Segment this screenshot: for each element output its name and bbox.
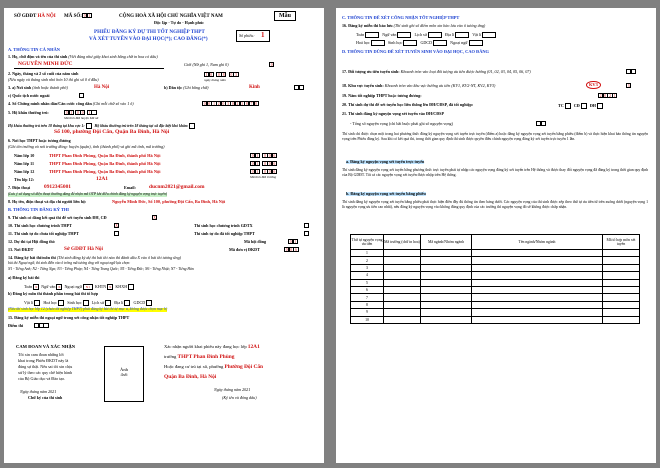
hokhau-note: Hộ khẩu thường trú trên 18 tháng tại khu vực 1: Hộ khẩu thường trú trên 18 tháng tại xã đặc biệt khó khăn: bbox=[8, 123, 195, 129]
sign-label: Chữ ký của thí sinh bbox=[28, 395, 63, 400]
cell: 0 bbox=[83, 14, 86, 18]
q3a-label: 3. a) Nơi sinh (tỉnh hoặc thành phố) bbox=[8, 85, 68, 90]
q20-label: 20. Thí sinh dự thi để xét tuyển học liên thông lên ĐH/CĐSP, đã tốt nghiệp: bbox=[342, 102, 474, 107]
cell: 0 bbox=[251, 162, 254, 166]
gender-cell[interactable] bbox=[269, 62, 274, 67]
row-index: 10 bbox=[351, 316, 384, 323]
cell: 0 bbox=[210, 73, 213, 77]
cell: 0 bbox=[264, 162, 266, 166]
q17-label: 17. Đối tượng ưu tiên tuyển sinh: Khoanh tròn vào loại đối tượng ưu tiên được hưởng (01, 02, 03, 04, 05, 06, 07) bbox=[342, 69, 531, 74]
q12b-label: Mã hội đồng bbox=[244, 239, 267, 244]
cell: X bbox=[115, 224, 118, 228]
cell: 0 bbox=[231, 102, 234, 106]
school-row-10-codes[interactable] bbox=[250, 153, 276, 158]
row-index: 5 bbox=[351, 279, 384, 286]
cell bbox=[79, 93, 84, 98]
form-page-left bbox=[4, 8, 324, 463]
q10b-checkbox[interactable] bbox=[304, 223, 309, 228]
cell bbox=[114, 231, 119, 236]
table-row[interactable] bbox=[351, 316, 640, 323]
section-a-title: A. THÔNG TIN CÁ NHÂN bbox=[8, 47, 60, 52]
row-index: 4 bbox=[351, 272, 384, 279]
photo-box[interactable] bbox=[104, 346, 144, 402]
nguyen-vong-table bbox=[350, 234, 640, 324]
cell: X bbox=[153, 216, 156, 220]
q3c-label: c) Quốc tịch nước ngoài bbox=[8, 93, 50, 98]
ethnic-value[interactable]: Kinh bbox=[249, 85, 260, 90]
phieu-label: Số phiếu: bbox=[239, 33, 255, 38]
sign-date: Ngày tháng năm 2021 bbox=[20, 389, 57, 394]
cell: 0 bbox=[270, 63, 273, 67]
cell: 1 bbox=[205, 73, 208, 77]
cell: 2 bbox=[236, 102, 239, 106]
school-caption: Mã tỉnh Mã trường bbox=[250, 175, 277, 179]
q14b-label: b) Đăng ký môn thi thành phần trong bài thi tổ hợp bbox=[8, 291, 99, 296]
cell: 0 bbox=[285, 248, 288, 252]
cam-doan-line-3: đúng sự thật. Nếu sai tôi xin chịu bbox=[18, 364, 73, 369]
cell: 2 bbox=[599, 94, 602, 98]
cell: 1 bbox=[88, 111, 91, 115]
q15-label: 15. Đăng ký miễn thi ngoại ngữ trong xét công nhận tốt nghiệp THPT bbox=[8, 315, 130, 320]
cam-doan-title: CAM ĐOAN VÀ XÁC NHẬN bbox=[16, 344, 76, 349]
table-row[interactable] bbox=[351, 286, 640, 293]
q1-label: 1. Họ, chữ đệm và tên của thí sinh (Viết đúng như giấy khai sinh bằng chữ in hoa có dấu) bbox=[8, 54, 158, 59]
row-index: 9 bbox=[351, 309, 384, 316]
pob-value[interactable]: Hà Nội bbox=[94, 85, 110, 90]
form-title-2: VÀ XÉT TUYỂN VÀO ĐẠI HỌC(*); CAO ĐẲNG(*) bbox=[89, 36, 208, 42]
q10b-label: Thí sinh học chương trình GDTX bbox=[194, 223, 253, 228]
cell: 0 bbox=[65, 111, 68, 115]
school-row-11-label: Năm lớp 11 bbox=[14, 161, 35, 166]
q16-label: 16. Đăng ký miễn thi bảo lưu (Thí sinh ghi số điểm môn xin bảo lưu vào ô tương ứng) bbox=[342, 23, 486, 28]
q13b-label: Mã đơn vị ĐKDT bbox=[229, 247, 260, 252]
photo-size: 4x6 bbox=[120, 372, 128, 377]
q20-options[interactable]: TC CĐ ĐH bbox=[558, 103, 603, 109]
q14-line3: N1 - Tiếng Anh; N2 - Tiếng Nga; N3 - Tiếng Pháp; N4 - Tiếng Trung Quốc; N5 - Tiếng Đức; N6 - Tiếng Nhật; N7 - Tiếng Hàn bbox=[8, 267, 194, 271]
q7-label: 7. Điện thoại bbox=[8, 185, 31, 190]
kv-cell[interactable] bbox=[626, 83, 631, 88]
option-a-title[interactable]: a. Đăng ký nguyện vọng xét tuyển trực tuyến bbox=[346, 159, 425, 164]
gender-label: Giới (Nữ ghi 1, Nam ghi 0) bbox=[184, 62, 229, 67]
name-underline bbox=[14, 68, 164, 69]
year-cells[interactable] bbox=[598, 93, 617, 98]
motto: Độc lập - Tự do - Hạnh phúc bbox=[154, 20, 205, 25]
school-row-12-label: Năm lớp 12 bbox=[14, 169, 35, 174]
q5-label: 5. Hộ khẩu thường trú: bbox=[8, 110, 49, 115]
q14b-options[interactable]: Vật lí Hoá học Sinh học Lịch sử Địa lí GDCD bbox=[24, 300, 152, 306]
row-index: 7 bbox=[351, 294, 384, 301]
hokhau-caption: Mã tỉnh Mã huyện Mã xã bbox=[64, 116, 99, 120]
cell: 6 bbox=[273, 154, 276, 158]
table-row[interactable] bbox=[351, 279, 640, 286]
dob-caption: ngày tháng năm bbox=[204, 78, 226, 82]
q6-note: (Ghi tên trường và nơi trường đóng: huyện (quận), tỉnh (thành phố) và ghi mã tỉnh, mã trường) bbox=[8, 144, 165, 149]
foreign-checkbox[interactable] bbox=[79, 93, 84, 98]
republic-title: CỘNG HOÀ XÃ HỘI CHỦ NGHĨA VIỆT NAM bbox=[119, 14, 223, 19]
cell: 1 bbox=[294, 240, 297, 244]
dob-cells[interactable] bbox=[204, 72, 238, 77]
q21-label: 21. Thí sinh đăng ký nguyện vọng xét tuyển vào ĐH/CĐSP bbox=[342, 111, 444, 116]
q9-checkbox[interactable] bbox=[152, 215, 157, 220]
cell: 0 bbox=[289, 240, 292, 244]
phieu-number: 1 bbox=[261, 31, 265, 39]
cell: 6 bbox=[273, 162, 276, 166]
table-row[interactable] bbox=[351, 257, 640, 264]
ma-so-cells bbox=[82, 13, 91, 18]
cell: 2 bbox=[609, 94, 611, 98]
q11b-label: Thí sinh tự do đã tốt nghiệp THPT bbox=[194, 231, 255, 236]
confirm-line-3: Hoặc đang cư trú tại xã, phường Phường Đội Cấn bbox=[164, 364, 264, 370]
confirm-line-1: Xác nhận người khai phiếu này đang học lớp 12A1 bbox=[164, 344, 260, 350]
cell: 6 bbox=[273, 170, 276, 174]
option-b-title[interactable]: b. Đăng ký nguyện vọng xét tuyển bằng phiếu bbox=[346, 191, 426, 196]
row-index: 2 bbox=[351, 257, 384, 264]
q16-row-1[interactable]: Toán Ngữ văn Lịch sử Địa lí Vật lí bbox=[356, 32, 496, 38]
q14a-label: a) Đăng ký bài thi bbox=[8, 275, 40, 280]
cell: 3 bbox=[227, 102, 229, 106]
dk-code-cells[interactable] bbox=[284, 247, 298, 252]
q12-label: 12. Dự thi tại Hội đồng thi: bbox=[8, 239, 56, 244]
row-index: 3 bbox=[351, 264, 384, 271]
cell: 0 bbox=[268, 154, 271, 158]
cell: 7 bbox=[250, 102, 253, 106]
para-1: Thí sinh chỉ được chọn một trong hai phương thức đăng ký nguyện vọng xét tuyển trực tuyến (điểm a) hoặc đăng ký nguyện vọng xét tuyển bằng phiếu (điểm b) và thực hiện khai báo thông tin nguyện vọng trên Phiếu đăng ký. Sau khi có kết quả thi, trong thời gian quy định thí sinh được quyền điều chỉnh nguyện vọng đăng ký xét tuyển trực tuyến 1 lần. bbox=[342, 132, 648, 141]
cell: 0 bbox=[251, 170, 254, 174]
q10-label: 10. Thí sinh học chương trình THPT bbox=[8, 223, 72, 228]
school-row-11-codes[interactable] bbox=[250, 161, 276, 166]
diem-thi-cells[interactable] bbox=[34, 323, 48, 328]
cell: 0 bbox=[290, 248, 293, 252]
school-row-12-codes[interactable] bbox=[250, 169, 276, 174]
table-row[interactable] bbox=[351, 264, 640, 271]
cell: 6 bbox=[295, 248, 297, 252]
class-label: Tên lớp 12: bbox=[14, 177, 35, 182]
cell: 0 bbox=[604, 94, 607, 98]
yellow-note: (Nếu thí sinh học lớp 12 (chưa tốt nghiệp THPT) phải đăng ký bài thi tự mục a, không được chọn mục b) bbox=[8, 307, 168, 311]
cell: 0 bbox=[230, 73, 233, 77]
th-ma-nganh: Mã ngành/Nhóm ngành bbox=[421, 235, 472, 250]
section-d-title: D. THÔNG TIN DÙNG ĐỂ XÉT TUYỂN SINH VÀO ĐẠI HỌC, CAO ĐẲNG bbox=[342, 49, 489, 54]
cell: 0 bbox=[77, 111, 79, 115]
address-value[interactable]: Số 100, phường Đội Cấn, Quận Ba Đình, Hà Nội bbox=[54, 129, 170, 135]
cell: 8 bbox=[245, 102, 248, 106]
para-b: Thí sinh đăng ký nguyện vọng xét tuyển bằng phiếu phải thực hiện điền đầy đủ thông tin theo bảng dưới. Các nguyện vọng của thí sinh được xếp theo thứ tự ưu tiên từ trên xuống dưới (nguyện vọng 1 là nguyện vọng ưu tiên cao nhất), nếu đăng ký nguyện vọng vào không đúng quy định của các trường thì nguyện vọng đó sẽ không được chấp nhận. bbox=[342, 200, 648, 209]
cell: 1 bbox=[70, 111, 73, 115]
confirm-sign: (Ký tên và đóng dấu) bbox=[222, 395, 257, 400]
q14-label: 14. Đăng ký bài thi/môn thi (Thí sinh đăng ký dự thi bài thi nào thì đánh dấu X vào ô bài thi tương ứng) bbox=[8, 255, 181, 260]
section-b-title: B. THÔNG TIN ĐĂNG KÝ THI bbox=[8, 207, 69, 212]
q15b-label: Điểm thi bbox=[8, 323, 24, 328]
ma-so-label: MÃ SỐ: bbox=[64, 14, 82, 19]
cell: 0 bbox=[251, 154, 254, 158]
cell: 0 bbox=[264, 170, 266, 174]
cell: 1 bbox=[256, 170, 259, 174]
kv-circle[interactable]: KV3 bbox=[586, 81, 601, 89]
photo-label: Ảnh bbox=[120, 367, 128, 372]
q19-label: 19. Năm tốt nghiệp THPT hoặc tương đương: bbox=[342, 93, 422, 98]
ethnic-cells[interactable] bbox=[294, 85, 303, 90]
q3b-label: b) Dân tộc (Ghi bằng chữ) bbox=[164, 85, 209, 90]
form-page-right bbox=[336, 8, 656, 463]
ndkdt-value[interactable]: Sở GDĐT Hà Nội bbox=[64, 246, 103, 252]
cell: 0 bbox=[208, 102, 211, 106]
cell bbox=[541, 121, 546, 126]
cell: 1 bbox=[213, 102, 215, 106]
table-row[interactable] bbox=[351, 272, 640, 279]
cell: 0 bbox=[268, 162, 271, 166]
class-value[interactable]: 12A1 bbox=[96, 176, 108, 182]
cell bbox=[304, 223, 309, 228]
q2-note: (Nếu ngày và tháng sinh nhỏ hơn 10 thì ghi số 0 ở đầu) bbox=[8, 77, 99, 82]
cell: 0 bbox=[264, 154, 266, 158]
q21-sub: - Tổng số nguyện vọng (chỉ bắt buộc phải ghi số nguyện vọng) bbox=[350, 121, 453, 126]
cell: 1 bbox=[256, 162, 259, 166]
q13-label: 13. Nơi ĐKDT bbox=[8, 247, 34, 252]
email-value[interactable]: ducnm2021@gmail.com bbox=[149, 184, 205, 190]
table-row[interactable] bbox=[351, 294, 640, 301]
hd-code-cells[interactable] bbox=[288, 239, 297, 244]
q14a-options[interactable]: Toán X Ngữ văn X Ngoại ngữ N1 KHTN X KHXH bbox=[24, 284, 134, 290]
cell bbox=[631, 69, 636, 74]
contact-value[interactable]: Nguyễn Minh Đức, Số 100, phường Đội Cấn, Ba Đình, Hà Nội bbox=[112, 199, 226, 204]
section-c-title: C. THÔNG TIN ĐỂ XÉT CÔNG NHẬN TỐT NGHIỆP THPT bbox=[342, 15, 460, 20]
table-row[interactable] bbox=[351, 301, 640, 308]
cell: 0 bbox=[81, 111, 84, 115]
doi-tuong-cells[interactable] bbox=[626, 69, 635, 74]
cell bbox=[299, 85, 304, 90]
phone-value[interactable]: 0912345001 bbox=[44, 184, 71, 190]
q6-label: 6. Nơi học THPT hoặc tương đương bbox=[8, 138, 71, 143]
q10-checkbox[interactable] bbox=[114, 223, 119, 228]
confirm-date: Ngày tháng năm 2021 bbox=[214, 387, 251, 392]
q18-label: 18. Khu vực tuyển sinh: Khoanh tròn vào khu vực hưởng ưu tiên (KV1, KV2-NT, KV2, KV3) bbox=[342, 83, 496, 88]
row-index: 1 bbox=[351, 250, 384, 257]
cam-doan-line-2: khai trong Phiếu ĐKDT này là bbox=[18, 358, 69, 363]
cell: 0 bbox=[268, 170, 271, 174]
cell: 0 bbox=[222, 102, 225, 106]
hokhau-cells[interactable] bbox=[64, 110, 96, 115]
q11-label: 11. Thí sinh tự do chưa tốt nghiệp THPT bbox=[8, 231, 79, 236]
confirm-line-4: Quận Ba Đình, Hà Nội bbox=[164, 374, 217, 380]
mau-badge: Mẫu bbox=[274, 11, 296, 21]
email-label: Email: bbox=[124, 185, 136, 190]
cam-doan-line-4: xử lý theo các quy chế hiện hành bbox=[18, 370, 72, 375]
cam-doan-line-5: của Bộ Giáo dục và Đào tạo. bbox=[18, 376, 66, 381]
q16-row-2[interactable]: Hoá học Sinh học GDCD Ngoại ngữ bbox=[356, 40, 483, 46]
school-row-12-value[interactable]: THPT Phan Đình Phùng, Quận Ba Đình, thành phố Hà Nội bbox=[49, 169, 161, 174]
school-row-11-value[interactable]: THPT Phan Đình Phùng, Quận Ba Đình, thành phố Hà Nội bbox=[49, 161, 161, 166]
cell: 1 bbox=[256, 154, 259, 158]
cell: 0 bbox=[255, 102, 258, 106]
th-thu-tu: Thứ tự nguyện vọng ưu tiên bbox=[351, 235, 384, 250]
cell: 1 bbox=[88, 14, 91, 18]
cam-doan-line-1: Tôi xin cam đoan những lời bbox=[18, 352, 64, 357]
confirm-line-2: trường THPT Phan Đình Phùng bbox=[164, 354, 235, 360]
q14-line2: bài thi Ngoại ngữ, thí sinh điền vào ô trống mã tương ứng với ngoại ngữ lựa chọn: bbox=[8, 261, 131, 265]
school-row-10-value[interactable]: THPT Phan Đình Phùng, Quận Ba Đình, thành phố Hà Nội bbox=[49, 153, 161, 158]
name-value[interactable]: NGUYỄN MINH ĐỨC bbox=[18, 61, 73, 67]
q8-label: 8. Họ tên, điện thoại và địa chỉ người liên hệ: bbox=[8, 199, 87, 204]
para-a: Thí sinh đăng ký nguyện vọng xét tuyển bằng phương thức trực tuyến phải tự nhập các nguyện vọng đăng ký xét tuyển trên Hệ thống và được thay đổi nguyện vọng đã đăng ký trong thời gian quy định của Bộ GDĐT. Tất cả các nguyện vọng xét tuyển được nhập trên Hệ thống. bbox=[342, 168, 648, 177]
cell: 3 bbox=[235, 73, 237, 77]
form-title-1: PHIẾU ĐĂNG KÝ DỰ THI TỐT NGHIỆP THPT bbox=[94, 29, 205, 35]
row-index: 8 bbox=[351, 301, 384, 308]
phone-note: (Lưu ý sử dụng số điện thoại thường dùng để nhận mã OTP khi điều chỉnh đăng ký nguyện vọng trực tuyến) bbox=[8, 192, 168, 196]
so-gddt-label: SỞ GDĐT HÀ NỘI bbox=[14, 14, 56, 19]
q11b-checkbox[interactable] bbox=[304, 231, 309, 236]
cell bbox=[43, 323, 48, 328]
cell: 1 bbox=[613, 94, 616, 98]
row-index: 6 bbox=[351, 286, 384, 293]
table-row[interactable] bbox=[351, 250, 640, 257]
cell: 2 bbox=[217, 102, 220, 106]
nv-count-cells[interactable] bbox=[536, 121, 545, 126]
cccd-cells[interactable] bbox=[202, 101, 258, 106]
school-row-10-label: Năm lớp 10 bbox=[14, 153, 35, 158]
cell bbox=[91, 110, 96, 115]
q11-checkbox[interactable] bbox=[114, 231, 119, 236]
cell bbox=[304, 231, 309, 236]
th-ten-nganh: Tên ngành/Nhóm ngành bbox=[472, 235, 603, 250]
cell: 0 bbox=[203, 102, 206, 106]
q4-label: 4. Số Chứng minh nhân dân/Căn cước công dân (Ghi mỗi chữ số vào 1 ô) bbox=[8, 101, 134, 106]
q2-label: 2. Ngày, tháng và 2 số cuối của năm sinh bbox=[8, 71, 79, 76]
cell: 3 bbox=[627, 84, 630, 88]
cell: 8 bbox=[222, 73, 225, 77]
table-header-row bbox=[351, 235, 640, 250]
table-row[interactable] bbox=[351, 309, 640, 316]
q9-label: 9. Thí sinh có đăng kết quả thi để xét tuyển sinh ĐH, CĐ bbox=[8, 215, 107, 220]
th-ma-truong: Mã trường (chữ in hoa) bbox=[384, 235, 421, 250]
th-ma-to-hop: Mã tổ hợp môn xét tuyển bbox=[603, 235, 640, 250]
cell: 0 bbox=[218, 73, 220, 77]
cell: 3 bbox=[241, 102, 243, 106]
phieu-number-box bbox=[236, 30, 270, 42]
